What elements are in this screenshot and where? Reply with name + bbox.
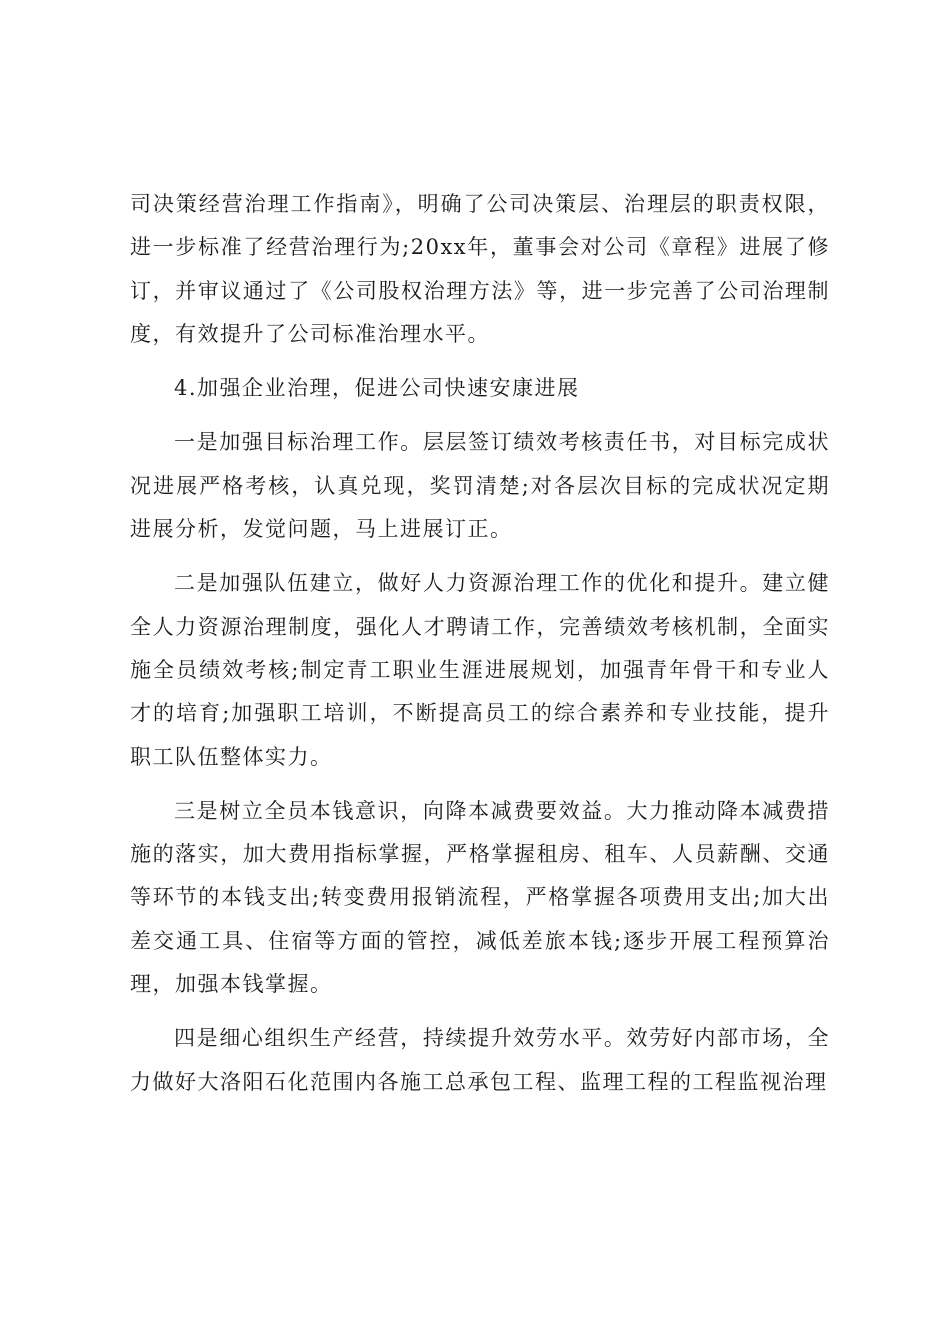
section-heading: 4.加强企业治理，促进公司快速安康进展	[174, 376, 580, 401]
paragraph-target-management: 一是加强目标治理工作。层层签订绩效考核责任书，对目标完成状况进展严格考核，认真兑现，奖罚清楚;对各层次目标的完成状况定期进展分析，发觉问题，马上进展订正。	[130, 430, 830, 542]
paragraph-cost-awareness: 三是树立全员本钱意识，向降本减费要效益。大力推动降本减费措施的落实，加大费用指标掌握，严格掌握租房、租车、人员薪酬、交通等环节的本钱支出;转变费用报销流程，严格掌握各项费用支出;加大出差交通工具、住宿等方面的管控，减低差旅本钱;逐步开展工程预算治理，加强本钱掌握。	[130, 798, 830, 997]
paragraph-production-operation: 四是细心组织生产经营，持续提升效劳水平。效劳好内部市场，全力做好大洛阳石化范围内各施工总承包工程、监理工程的工程监视治理	[130, 1026, 830, 1094]
document-body	[130, 183, 830, 1115]
paragraph-team-building: 二是加强队伍建立，做好人力资源治理工作的优化和提升。建立健全人力资源治理制度，强化人才聘请工作，完善绩效考核机制，全面实施全员绩效考核;制定青工职业生涯进展规划，加强青年骨干和专业人才的培育;加强职工培训，不断提高员工的综合素养和专业技能，提升职工队伍整体实力。	[130, 571, 830, 769]
paragraph-continuation: 司决策经营治理工作指南》，明确了公司决策层、治理层的职责权限，进一步标准了经营治理行为;20xx年，董事会对公司《章程》进展了修订，并审议通过了《公司股权治理方法》等，进一步完善了公司治理制度，有效提升了公司标准治理水平。	[130, 192, 830, 346]
